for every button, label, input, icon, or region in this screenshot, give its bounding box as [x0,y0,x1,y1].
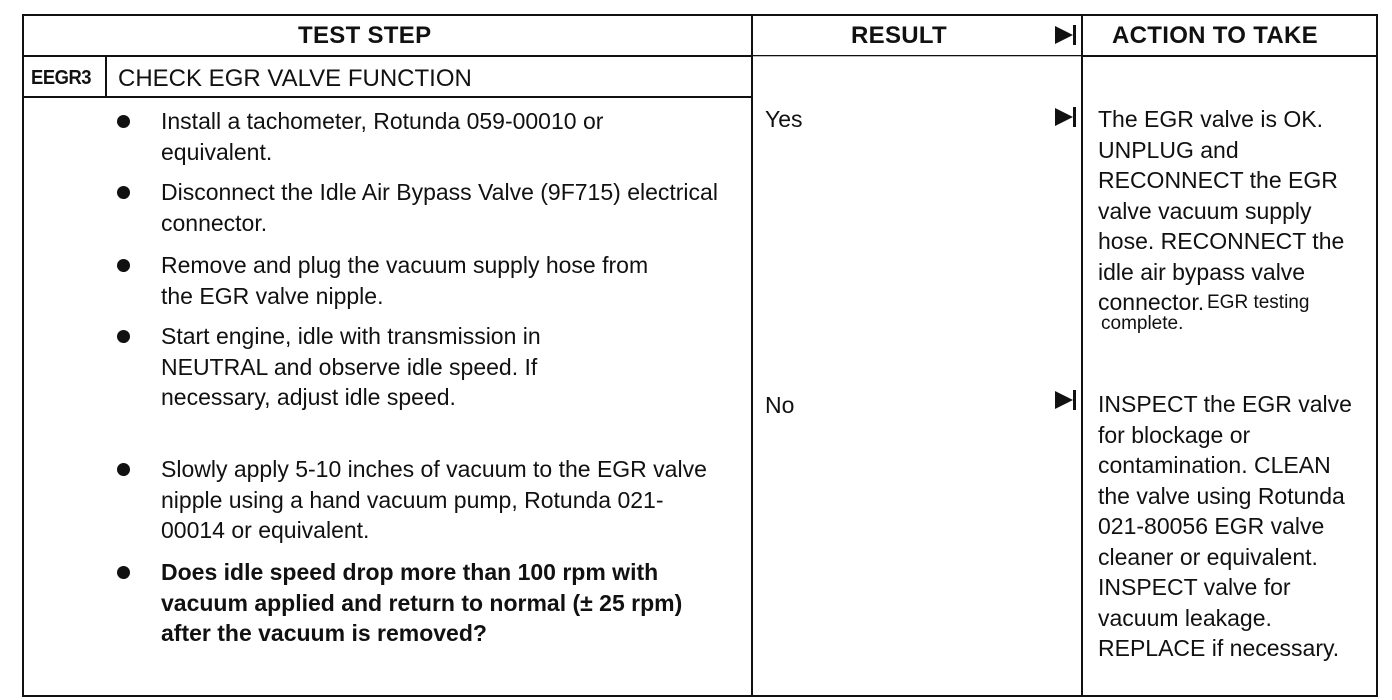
action-no: INSPECT the EGR valve for blockage or contamination. CLEAN the valve using Rotunda 021-80056 EGR valve cleaner or equivalent. INSPECT valve for vacuum leakage. REPLACE if necessary. [1098,391,1352,661]
bullet-item: Disconnect the Idle Air Bypass Valve (9F715) electrical connector. [161,179,718,236]
action-yes-note: EGR testing complete. [1101,292,1310,334]
step-id-divider [105,57,107,98]
bullet-item: Start engine, idle with transmission in NEUTRAL and observe idle speed. If necessary, adjust idle speed. [161,323,541,410]
bullet-icon [117,115,130,128]
action-column-divider [1081,14,1083,697]
header-result: RESULT [851,22,948,49]
table-top-border [22,14,1378,16]
table-right-border [1376,14,1378,697]
header-arrow-icon [1055,26,1073,44]
result-no-arrow-bar [1073,390,1076,410]
result-yes: Yes [765,106,803,132]
step-id: EEGR3 [31,67,92,89]
bullet-icon [117,330,130,343]
result-top-line [753,56,1081,57]
bullet-icon [117,186,130,199]
step-title-underline [22,96,753,98]
header-bottom-border [22,55,1378,57]
bullet-item: Slowly apply 5-10 inches of vacuum to the EGR valve nipple using a hand vacuum pump, Rotunda 021-00014 or equivalent. [161,456,707,543]
header-test-step: TEST STEP [298,22,432,49]
bullet-icon [117,463,130,476]
bullet-icon [117,566,130,579]
bullet-icon [117,259,130,272]
action-yes: The EGR valve is OK. UNPLUG and RECONNECT the EGR valve vacuum supply hose. RECONNECT the idle air bypass valve connector. [1098,106,1345,315]
result-yes-arrow-icon [1055,108,1073,126]
test-step-column-divider [751,14,753,697]
header-action-to-take: ACTION TO TAKE [1112,22,1318,49]
result-yes-arrow-bar [1073,107,1076,127]
step-title: CHECK EGR VALVE FUNCTION [118,65,472,92]
bullet-item-question: Does idle speed drop more than 100 rpm with vacuum applied and return to normal (± 25 rpm) after the vacuum is removed? [161,559,683,646]
result-no-arrow-icon [1055,391,1073,409]
table-bottom-border [22,695,1378,697]
bullet-item: Install a tachometer, Rotunda 059-00010 or equivalent. [161,108,604,165]
header-arrow-bar [1073,25,1076,45]
bullet-item: Remove and plug the vacuum supply hose from the EGR valve nipple. [161,252,649,309]
result-no: No [765,392,795,418]
table-left-border [22,14,24,697]
